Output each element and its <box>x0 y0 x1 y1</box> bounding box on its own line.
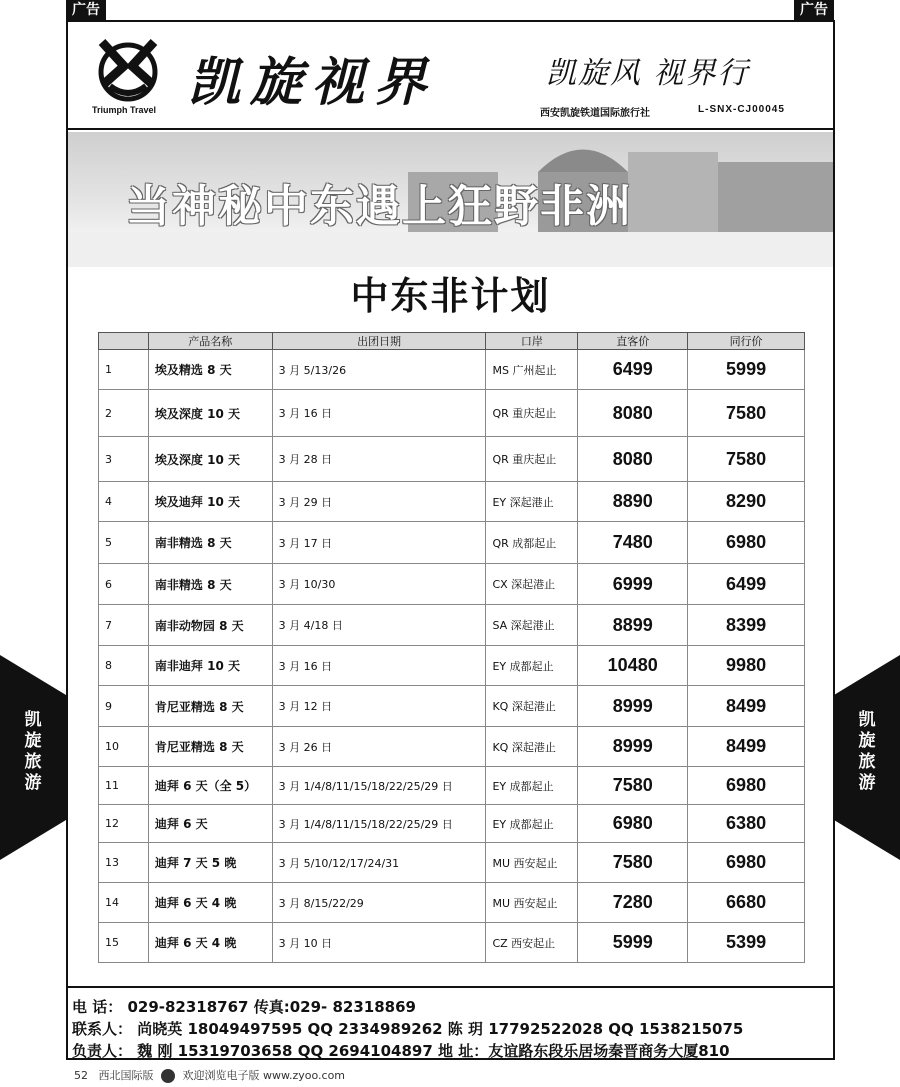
product-name: 埃及精选 8 天 <box>148 350 272 390</box>
table-row <box>99 883 805 923</box>
peer-price: 5999 <box>688 350 805 390</box>
contact-persons: 联系人： 尚晓英 18049497595 QQ 2334989262 陈 玥 17792522028 QQ 1538215075 <box>72 1020 744 1038</box>
col-header-no <box>99 333 149 350</box>
table-row <box>99 686 805 727</box>
peer-price: 7580 <box>688 437 805 482</box>
table-row <box>99 923 805 963</box>
product-name: 埃及深度 10 天 <box>148 390 272 437</box>
page-footer <box>74 1067 345 1083</box>
table-row <box>99 767 805 805</box>
agency-name: 西安凯旋铁道国际旅行社 <box>540 108 650 119</box>
peer-price: 8399 <box>688 605 805 646</box>
peer-price: 6499 <box>688 564 805 605</box>
tour-price-table <box>98 332 805 963</box>
direct-price: 8999 <box>578 727 688 767</box>
row-number: 10 <box>99 727 149 767</box>
table-row <box>99 805 805 843</box>
table-row <box>99 482 805 522</box>
peer-price: 7580 <box>688 390 805 437</box>
table-row <box>99 437 805 482</box>
departure-port: EY 成都起止 <box>486 646 578 686</box>
departure-date: 3 月 4/18 日 <box>272 605 486 646</box>
row-number: 12 <box>99 805 149 843</box>
contact-phone: 电 话： 029-82318767 传真:029- 82318869 <box>72 998 416 1016</box>
direct-price: 8890 <box>578 482 688 522</box>
row-number: 2 <box>99 390 149 437</box>
direct-price: 8899 <box>578 605 688 646</box>
row-number: 15 <box>99 923 149 963</box>
product-name: 埃及迪拜 10 天 <box>148 482 272 522</box>
direct-price: 7580 <box>578 767 688 805</box>
direct-price: 7580 <box>578 843 688 883</box>
direct-price: 8080 <box>578 437 688 482</box>
row-number: 5 <box>99 522 149 564</box>
departure-date: 3 月 1/4/8/11/15/18/22/25/29 日 <box>272 805 486 843</box>
product-name: 肯尼亚精选 8 天 <box>148 686 272 727</box>
brand-slogan: 凯旋风 视界行 <box>546 56 750 91</box>
departure-port: CZ 西安起止 <box>486 923 578 963</box>
row-number: 7 <box>99 605 149 646</box>
direct-price: 6980 <box>578 805 688 843</box>
row-number: 4 <box>99 482 149 522</box>
departure-date: 3 月 12 日 <box>272 686 486 727</box>
product-name: 南非精选 8 天 <box>148 522 272 564</box>
row-number: 9 <box>99 686 149 727</box>
page-number: 52 <box>74 1069 88 1082</box>
product-name: 迪拜 7 天 5 晚 <box>148 843 272 883</box>
direct-price: 7280 <box>578 883 688 923</box>
departure-port: KQ 深起港止 <box>486 727 578 767</box>
col-header-date: 出团日期 <box>272 333 486 350</box>
row-number: 13 <box>99 843 149 883</box>
departure-date: 3 月 10 日 <box>272 923 486 963</box>
col-header-peer-price: 同行价 <box>688 333 805 350</box>
departure-port: MS 广州起止 <box>486 350 578 390</box>
table-body <box>99 350 805 963</box>
peer-price: 6680 <box>688 883 805 923</box>
peer-price: 9980 <box>688 646 805 686</box>
product-name: 迪拜 6 天 <box>148 805 272 843</box>
departure-date: 3 月 26 日 <box>272 727 486 767</box>
publication-logo-icon <box>161 1069 175 1083</box>
direct-price: 5999 <box>578 923 688 963</box>
table-row <box>99 605 805 646</box>
departure-date: 3 月 10/30 <box>272 564 486 605</box>
row-number: 6 <box>99 564 149 605</box>
departure-date: 3 月 28 日 <box>272 437 486 482</box>
col-header-product: 产品名称 <box>148 333 272 350</box>
departure-date: 3 月 29 日 <box>272 482 486 522</box>
header <box>68 22 833 130</box>
departure-date: 3 月 16 日 <box>272 646 486 686</box>
row-number: 3 <box>99 437 149 482</box>
brand-title: 凯旋视界 <box>188 52 437 113</box>
side-tab-right <box>834 655 900 860</box>
ad-frame <box>66 20 835 1060</box>
product-name: 南非精选 8 天 <box>148 564 272 605</box>
departure-date: 3 月 8/15/22/29 <box>272 883 486 923</box>
table-header <box>99 333 805 350</box>
row-number: 11 <box>99 767 149 805</box>
table-row <box>99 522 805 564</box>
departure-date: 3 月 5/10/12/17/24/31 <box>272 843 486 883</box>
departure-date: 3 月 16 日 <box>272 390 486 437</box>
departure-port: KQ 深起港止 <box>486 686 578 727</box>
triumph-logo-icon <box>94 36 162 102</box>
license-number: L-SNX-CJ00045 <box>698 104 785 115</box>
table-row <box>99 727 805 767</box>
departure-port: SA 深起港止 <box>486 605 578 646</box>
plan-title: 中东非计划 <box>350 274 551 318</box>
col-header-port: 口岸 <box>486 333 578 350</box>
ad-tag-left: 广告 <box>66 0 106 20</box>
peer-price: 8499 <box>688 686 805 727</box>
departure-port: EY 成都起止 <box>486 767 578 805</box>
contact-block <box>68 986 833 1060</box>
direct-price: 6999 <box>578 564 688 605</box>
peer-price: 6980 <box>688 522 805 564</box>
direct-price: 8080 <box>578 390 688 437</box>
peer-price: 5399 <box>688 923 805 963</box>
contact-manager-address: 负责人： 魏 刚 15319703658 QQ 2694104897 地 址：友谊路东段乐居场秦晋商务大厦810 <box>72 1042 730 1060</box>
departure-port: CX 深起港止 <box>486 564 578 605</box>
product-name: 迪拜 6 天 4 晚 <box>148 923 272 963</box>
departure-port: MU 西安起止 <box>486 883 578 923</box>
banner <box>68 132 833 267</box>
edition-name: 西北国际版 <box>98 1069 154 1082</box>
direct-price: 6499 <box>578 350 688 390</box>
direct-price: 10480 <box>578 646 688 686</box>
ad-tag-right: 广告 <box>794 0 834 20</box>
side-tab-left <box>0 655 66 860</box>
departure-port: QR 成都起止 <box>486 522 578 564</box>
product-name: 迪拜 6 天（全 5） <box>148 767 272 805</box>
departure-port: QR 重庆起止 <box>486 437 578 482</box>
col-header-direct-price: 直客价 <box>578 333 688 350</box>
direct-price: 7480 <box>578 522 688 564</box>
peer-price: 6380 <box>688 805 805 843</box>
departure-port: EY 成都起止 <box>486 805 578 843</box>
departure-date: 3 月 1/4/8/11/15/18/22/25/29 日 <box>272 767 486 805</box>
direct-price: 8999 <box>578 686 688 727</box>
peer-price: 6980 <box>688 767 805 805</box>
peer-price: 6980 <box>688 843 805 883</box>
peer-price: 8290 <box>688 482 805 522</box>
table-row <box>99 843 805 883</box>
table-row <box>99 564 805 605</box>
table-row <box>99 350 805 390</box>
row-number: 14 <box>99 883 149 923</box>
departure-date: 3 月 5/13/26 <box>272 350 486 390</box>
footer-slogan: 欢迎浏览电子版 www.zyoo.com <box>182 1069 346 1082</box>
departure-date: 3 月 17 日 <box>272 522 486 564</box>
departure-port: MU 西安起止 <box>486 843 578 883</box>
product-name: 南非动物园 8 天 <box>148 605 272 646</box>
row-number: 1 <box>99 350 149 390</box>
departure-port: QR 重庆起止 <box>486 390 578 437</box>
table-row <box>99 646 805 686</box>
peer-price: 8499 <box>688 727 805 767</box>
product-name: 肯尼亚精选 8 天 <box>148 727 272 767</box>
banner-headline: 当神秘中东遇上狂野非洲 <box>126 181 632 232</box>
product-name: 埃及深度 10 天 <box>148 437 272 482</box>
row-number: 8 <box>99 646 149 686</box>
departure-port: EY 深起港止 <box>486 482 578 522</box>
logo-caption: Triumph Travel <box>92 105 157 115</box>
product-name: 南非迪拜 10 天 <box>148 646 272 686</box>
table-row <box>99 390 805 437</box>
product-name: 迪拜 6 天 4 晚 <box>148 883 272 923</box>
side-tab-left-text: 凯 旋 旅 游 <box>24 710 42 793</box>
side-tab-right-text: 凯 旋 旅 游 <box>858 710 876 793</box>
